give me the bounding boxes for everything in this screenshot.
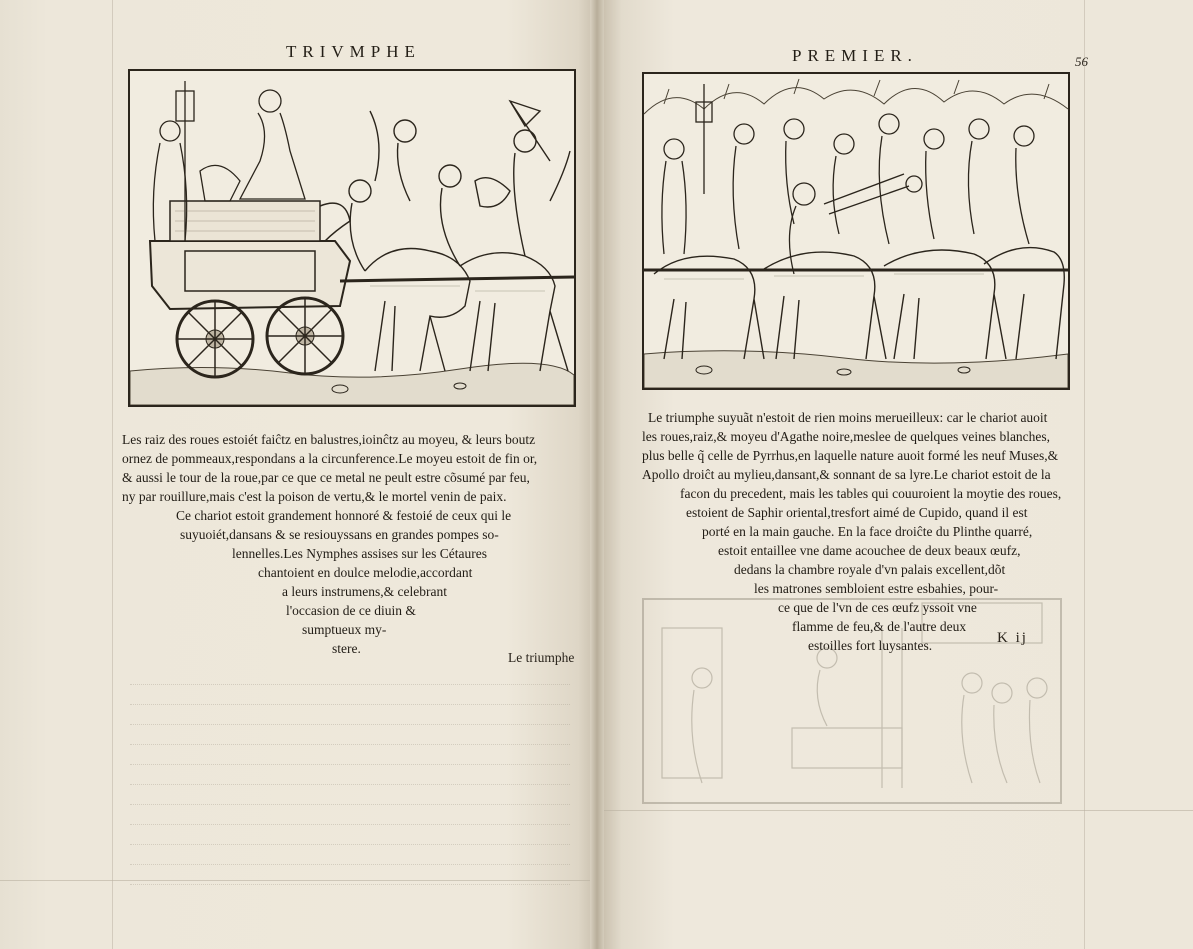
text-line: Le triumphe suyuãt n'estoit de rien moins merueilleux: car le chariot auoit	[648, 410, 1048, 425]
text-line: ce que de l'vn de ces œufz yssoit vne	[778, 600, 977, 615]
text-line: chantoient en doulce melodie,accordant	[258, 565, 473, 580]
text-line: & aussi le tour de la roue,par ce que ce metal ne peult estre cõsumé par feu,	[122, 470, 530, 485]
text-line: les roues,raiz,& moyeu d'Agathe noire,meslee de quelques veines blanches,	[642, 429, 1051, 444]
text-line: porté en la main gauche. En la face droiĉte du Plinthe quarré,	[702, 524, 1033, 539]
text-line: a leurs instrumens,& celebrant	[282, 584, 447, 599]
text-line: ny par rouillure,mais c'est la poison de vertu,& le mortel venin de paix.	[122, 489, 507, 504]
text-line: stere.	[332, 641, 361, 656]
left-page	[0, 0, 596, 949]
text-line: ornez de pommeaux,respondans a la circunference.Le moyeu estoit de fin or,	[122, 451, 538, 466]
chariot-centaurs-woodcut	[130, 71, 574, 405]
body-text-left	[122, 430, 590, 658]
text-line: Apollo droiĉt au mylieu,dansant,& sonnant de sa lyre.Le chariot estoit de la	[642, 467, 1051, 482]
text-line: flamme de feu,& de l'autre deux	[792, 619, 967, 634]
show-through-text	[130, 665, 570, 895]
text-line: suyuoiét,dansans & se resiouyssans en grandes pompes so-	[180, 527, 499, 542]
show-through-woodcut	[642, 598, 1062, 804]
text-line: Ce chariot estoit grandement honnoré & festoié de ceux qui le	[176, 508, 512, 523]
text-line: dedans la chambre royale d'vn palais excellent,dõt	[734, 562, 1006, 577]
text-line: estoilles fort luysantes.	[808, 638, 933, 653]
text-line: lennelles.Les Nymphes assises sur les Cétaures	[232, 546, 487, 561]
woodcut-illustration-left	[128, 69, 576, 407]
woodcut-illustration-right	[642, 72, 1070, 390]
text-line: estoit entaillee vne dame acouchee de deux beaux œufz,	[718, 543, 1021, 558]
text-line: l'occasion de ce diuin &	[286, 603, 416, 618]
running-head-left: TRIVMPHE	[286, 42, 421, 61]
text-line: estoient de Saphir oriental,tresfort aimé de Cupido, quand il est	[686, 505, 1028, 520]
book-gutter	[590, 0, 604, 949]
text-line: les matrones sembloient estre esbahies, pour-	[754, 581, 999, 596]
catchword: Le triumphe	[508, 650, 575, 665]
text-line: facon du precedent, mais les tables qui couuroient la moytie des roues,	[680, 486, 1062, 501]
text-line: plus belle q̃ celle de Pyrrhus,en laquelle nature auoit formé les neuf Muses,&	[642, 448, 1059, 463]
text-line: sumptueux my-	[302, 622, 387, 637]
running-head-right: PREMIER.	[792, 46, 918, 65]
signature-mark: K ij	[997, 630, 1028, 646]
procession-woodcut	[644, 74, 1068, 388]
right-page	[604, 0, 1193, 949]
text-line: Les raiz des roues estoiét faiĉtz en balustres,ioinĉtz au moyeu, & leurs boutz	[122, 432, 536, 447]
folio-number: 56	[1075, 54, 1088, 69]
